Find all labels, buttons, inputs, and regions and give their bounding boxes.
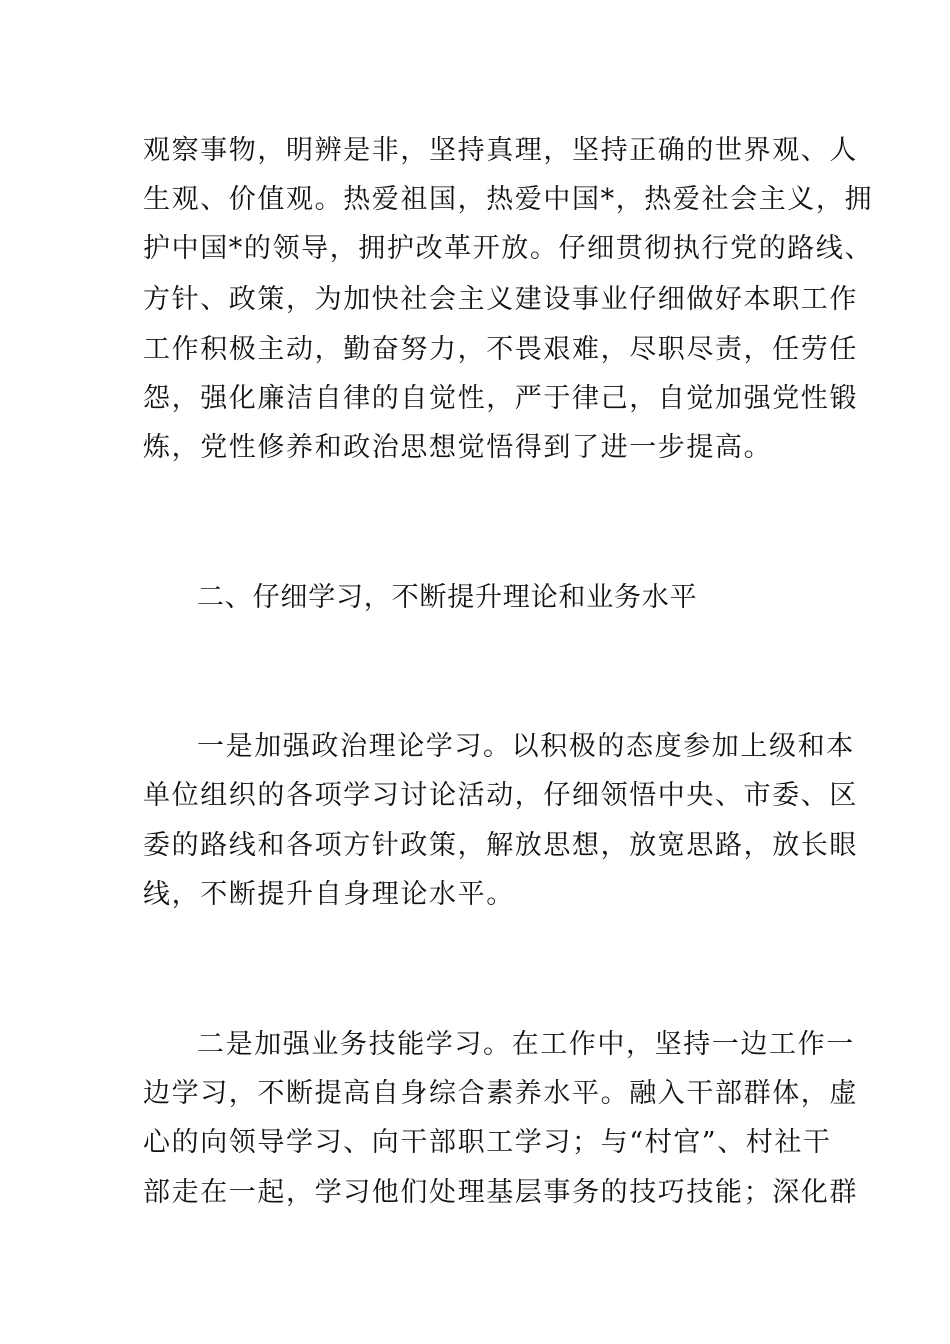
section-heading: 二、仔细学习，不断提升理论和业务水平 (197, 582, 698, 613)
paragraph-line: 生观、价值观。热爱祖国，热爱中国*，热爱社会主义，拥 (143, 184, 874, 215)
paragraph-line: 怨，强化廉洁自律的自觉性，严于律己，自觉加强党性锻 (143, 383, 858, 414)
paragraph-line: 观察事物，明辨是非，坚持真理，坚持正确的世界观、人 (143, 135, 858, 166)
paragraph-line: 工作积极主动，勤奋努力，不畏艰难，尽职尽责，任劳任 (143, 334, 858, 365)
paragraph-line: 护中国*的领导，拥护改革开放。仔细贯彻执行党的路线、 (143, 233, 874, 264)
paragraph-line: 方针、政策，为加快社会主义建设事业仔细做好本职工作 (143, 284, 858, 315)
paragraph-line: 单位组织的各项学习讨论活动，仔细领悟中央、市委、区 (143, 780, 858, 811)
paragraph-line: 二是加强业务技能学习。在工作中，坚持一边工作一 (197, 1029, 855, 1060)
paragraph-line: 委的路线和各项方针政策，解放思想，放宽思路，放长眼 (143, 830, 858, 861)
paragraph-line: 部走在一起，学习他们处理基层事务的技巧技能；深化群 (143, 1177, 858, 1208)
paragraph-line: 边学习，不断提高自身综合素养水平。融入干部群体，虚 (143, 1078, 858, 1109)
paragraph-line: 炼，党性修养和政治思想觉悟得到了进一步提高。 (143, 432, 773, 463)
paragraph-line: 心的向领导学习、向干部职工学习；与“村官”、村社干 (143, 1127, 832, 1158)
paragraph-line: 一是加强政治理论学习。以积极的态度参加上级和本 (197, 731, 855, 762)
paragraph-line: 线，不断提升自身理论水平。 (143, 879, 515, 910)
